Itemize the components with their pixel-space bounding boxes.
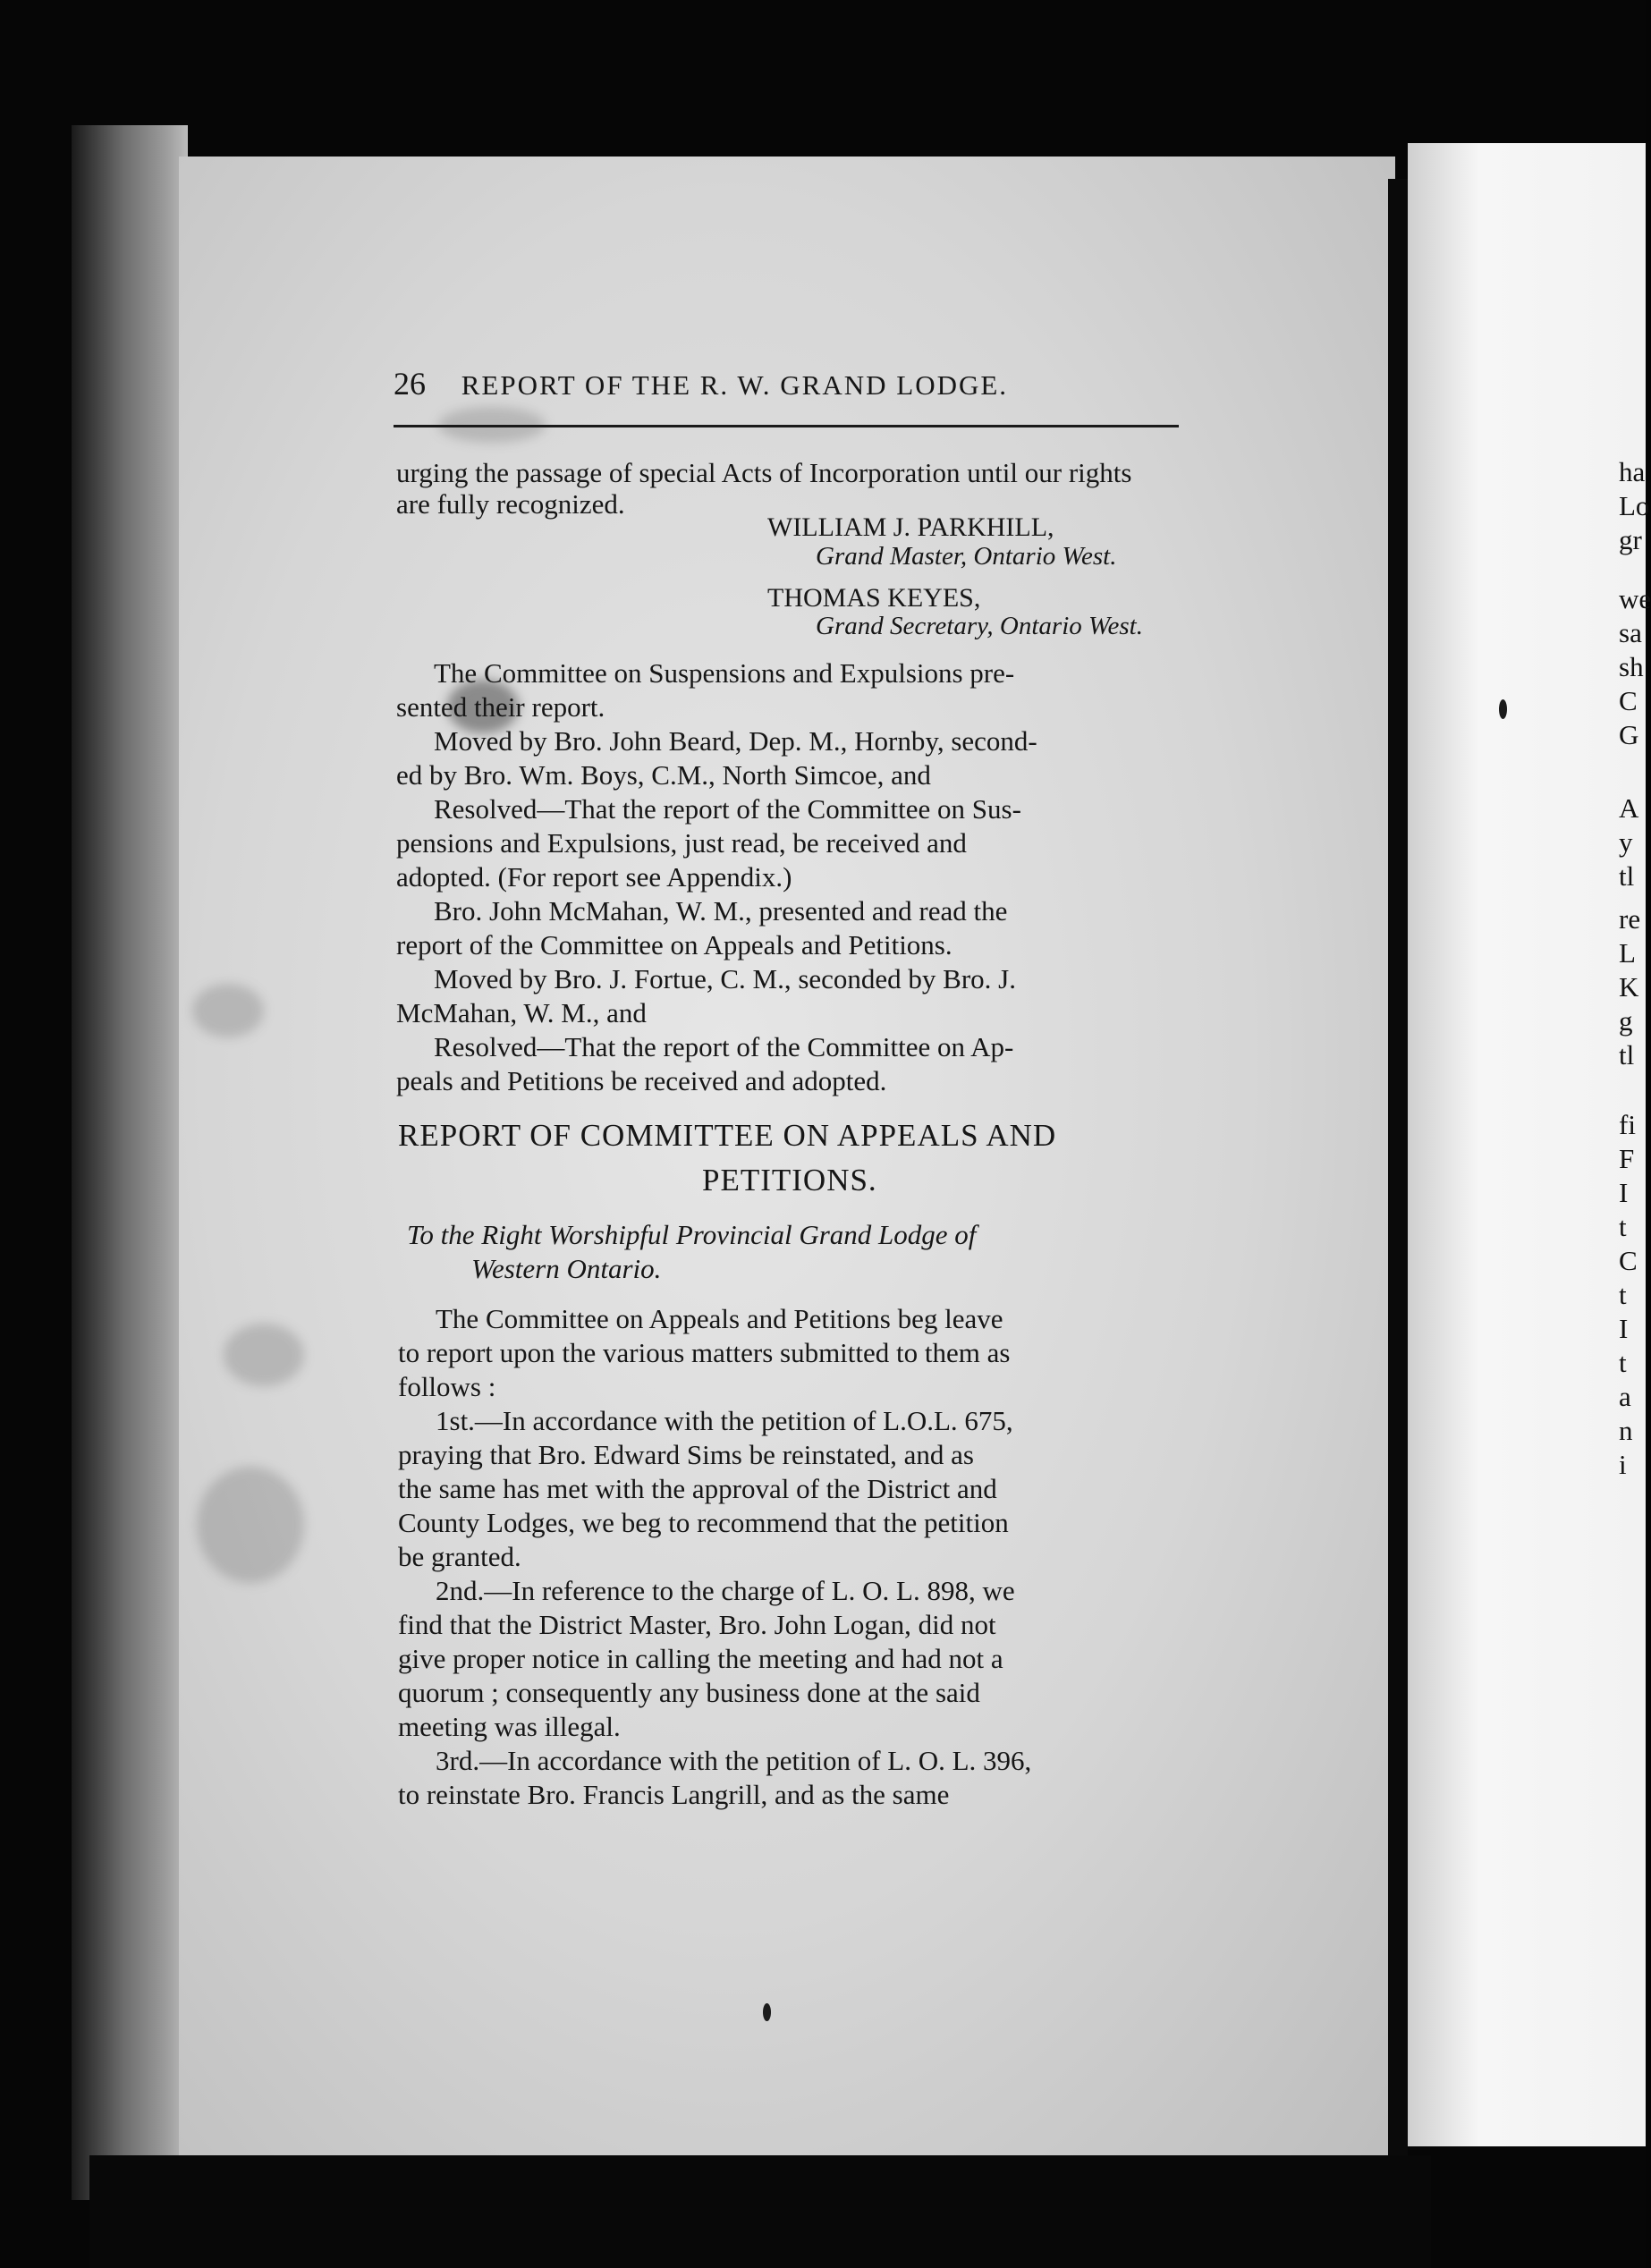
address-line: Western Ontario. [471, 1253, 662, 1284]
right-page-fragment: n [1619, 1415, 1633, 1446]
text-line: meeting was illegal. [398, 1711, 621, 1742]
text-line: Resolved—That the report of the Committee on Sus- [434, 793, 1021, 825]
ink-speck [1499, 699, 1507, 719]
right-page-fragment: I [1619, 1313, 1629, 1344]
right-page-fragment: C [1619, 685, 1638, 716]
running-title: REPORT OF THE R. W. GRAND LODGE. [461, 369, 1009, 401]
header-rule [394, 425, 1179, 427]
right-page-fragment: G [1619, 719, 1639, 750]
stain [197, 1467, 304, 1583]
text-line: sented their report. [396, 691, 605, 723]
right-page-fragment: re [1619, 903, 1641, 935]
right-page-fragment: F [1619, 1143, 1635, 1174]
right-page-fragment: fi [1619, 1109, 1636, 1140]
text-line: 2nd.—In reference to the charge of L. O. L. 898, we [436, 1575, 1015, 1606]
text-line: Moved by Bro. J. Fortue, C. M., seconded by Bro. J. [434, 963, 1016, 994]
text-line: The Committee on Appeals and Petitions beg leave [436, 1303, 1003, 1334]
text-line: to reinstate Bro. Francis Langrill, and as the same [398, 1779, 950, 1810]
text-line: find that the District Master, Bro. John Logan, did not [398, 1609, 996, 1640]
signature-name: THOMAS KEYES, [767, 583, 981, 613]
text-line: County Lodges, we beg to recommend that the petition [398, 1507, 1009, 1538]
right-page-fragment: t [1619, 1279, 1627, 1310]
text-line: Moved by Bro. John Beard, Dep. M., Hornby, second- [434, 725, 1037, 757]
text-line: ed by Bro. Wm. Boys, C.M., North Simcoe, and [396, 759, 931, 791]
right-page-fragment: A [1619, 792, 1639, 824]
text-line: McMahan, W. M., and [396, 997, 647, 1028]
right-page-fragment: y [1619, 826, 1633, 858]
text-line: give proper notice in calling the meeting and had not a [398, 1643, 1003, 1674]
text-line: be granted. [398, 1541, 521, 1572]
ink-speck [763, 2003, 771, 2021]
right-page-fragment: i [1619, 1449, 1627, 1480]
right-page-fragment: a [1619, 1381, 1631, 1412]
text-line: peals and Petitions be received and adopted. [396, 1065, 887, 1096]
book-gutter [1388, 179, 1408, 2173]
right-page-fragment: gr [1619, 524, 1642, 555]
text-line: Bro. John McMahan, W. M., presented and read the [434, 895, 1008, 927]
right-page-fragment: tl [1619, 1039, 1635, 1071]
right-page-fragment: sa [1619, 617, 1642, 648]
text-line: adopted. (For report see Appendix.) [396, 861, 792, 893]
right-page-fragment: L [1619, 937, 1636, 969]
section-heading: REPORT OF COMMITTEE ON APPEALS AND [398, 1118, 1057, 1153]
text-line: quorum ; consequently any business done at the said [398, 1677, 980, 1708]
text-line: the same has met with the approval of the District and [398, 1473, 997, 1504]
section-heading: PETITIONS. [702, 1163, 877, 1197]
text-line: urging the passage of special Acts of Incorporation until our rights [396, 457, 1132, 488]
right-page-fragment: I [1619, 1177, 1629, 1208]
right-page-fragment: ha [1619, 456, 1646, 487]
text-line: 3rd.—In accordance with the petition of L. O. L. 396, [436, 1745, 1032, 1776]
right-page-fragment: g [1619, 1005, 1633, 1037]
page-stack-edge [72, 125, 188, 2200]
address-line: To the Right Worshipful Provincial Grand Lodge of [407, 1219, 977, 1250]
text-line: follows : [398, 1371, 496, 1402]
signature-name: WILLIAM J. PARKHILL, [767, 512, 1054, 542]
bottom-shadow [89, 2155, 1431, 2268]
right-page-fragment: t [1619, 1211, 1627, 1242]
right-page-fragment: Lo [1619, 490, 1650, 521]
right-page-fragment: K [1619, 971, 1639, 1003]
text-line: praying that Bro. Edward Sims be reinstated, and as [398, 1439, 974, 1470]
right-page-fragment: C [1619, 1245, 1638, 1276]
text-line: to report upon the various matters submitted to them as [398, 1337, 1011, 1368]
stain [224, 1324, 304, 1386]
right-page-fragment: sh [1619, 651, 1644, 682]
right-page [1408, 143, 1646, 2146]
text-line: report of the Committee on Appeals and Petitions. [396, 929, 952, 961]
text-line: Resolved—That the report of the Committee on Ap- [434, 1031, 1014, 1062]
running-header [394, 365, 1008, 402]
signature-title: Grand Secretary, Ontario West. [816, 612, 1143, 640]
page-number: 26 [394, 366, 426, 402]
right-page-fragment: t [1619, 1347, 1627, 1378]
right-page-fragment: tl [1619, 860, 1635, 892]
stain [192, 984, 264, 1037]
signature-title: Grand Master, Ontario West. [816, 542, 1117, 571]
text-line: are fully recognized. [396, 488, 625, 520]
text-line: 1st.—In accordance with the petition of L.O.L. 675, [436, 1405, 1013, 1436]
right-page-fragment: we [1619, 583, 1651, 614]
text-line: pensions and Expulsions, just read, be received and [396, 827, 967, 859]
text-line: The Committee on Suspensions and Expulsions pre- [434, 657, 1015, 689]
